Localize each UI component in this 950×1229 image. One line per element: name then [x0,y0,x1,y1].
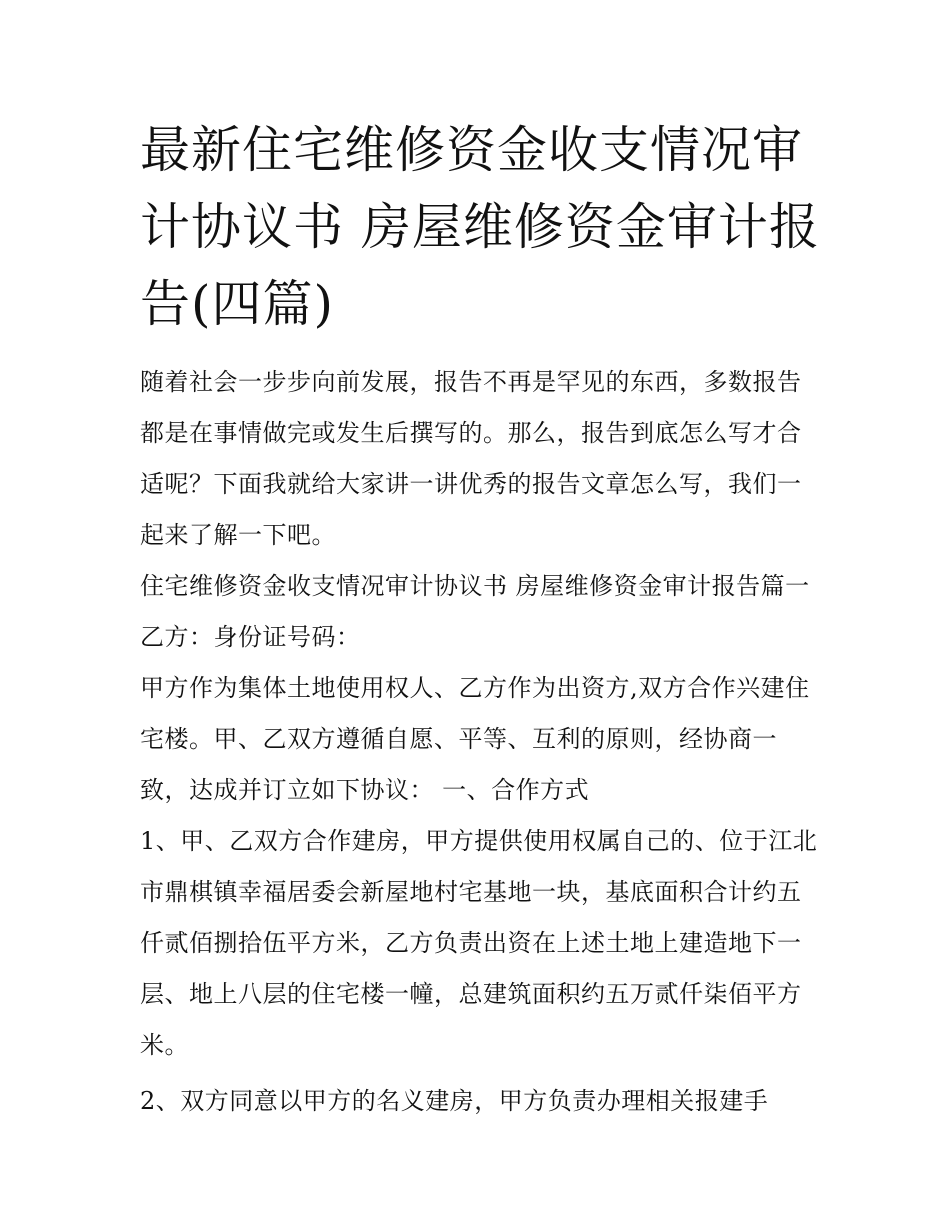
document-title: 最新住宅维修资金收支情况审计协议书 房屋维修资金审计报告(四篇) [140,121,820,333]
agreement-preamble-paragraph: 甲方作为集体土地使用权人、乙方作为出资方,双方合作兴建住宅楼。甲、乙双方遵循自愿、平等、互利的原则，经协商一致，达成并订立如下协议： 一、合作方式 [140,674,810,804]
intro-paragraph: 随着社会一步步向前发展，报告不再是罕见的东西，多数报告都是在事情做完或发生后撰写的。那么，报告到底怎么写才合适呢？下面我就给大家讲一讲优秀的报告文章怎么写，我们一起来了解一下吧。 [140,368,802,549]
clause-1-paragraph: 1、甲、乙双方合作建房，甲方提供使用权属自己的、位于江北市鼎棋镇幸福居委会新屋地村宅基地一块，基底面积合计约五仟贰佰捌拾伍平方米，乙方负责出资在上述土地上建造地下一层、地上八层的住宅楼一幢，总建筑面积约五万贰仟柒佰平方米。 [140,827,818,1059]
document-page [140,112,820,1127]
section-heading-paragraph: 住宅维修资金收支情况审计协议书 房屋维修资金审计报告篇一 乙方：身份证号码： [140,572,810,651]
clause-2-paragraph: 2、双方同意以甲方的名义建房，甲方负责办理相关报建手 [140,1087,769,1115]
